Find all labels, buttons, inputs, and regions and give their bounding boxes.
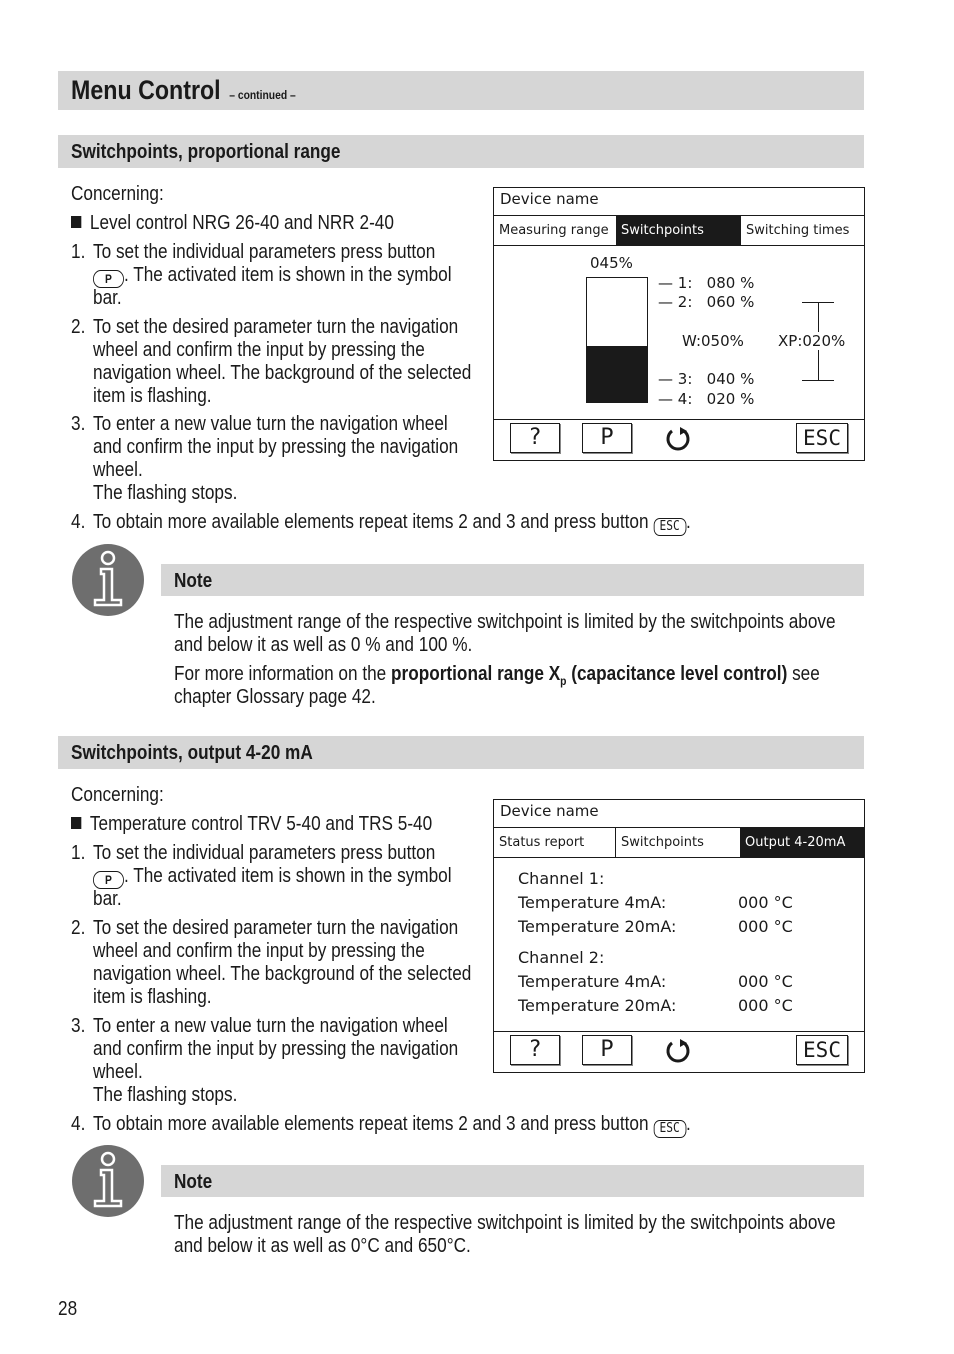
device-screen-output <box>493 799 865 1073</box>
w-value: W:050% <box>682 332 744 350</box>
info-icon <box>72 544 144 616</box>
step-text: wheel and confirm the input by pressing the <box>93 339 425 361</box>
bullet-square-icon <box>71 817 81 829</box>
ch2-temp-4ma-value: 000 °C <box>738 972 793 991</box>
step-text: bar. <box>93 287 122 309</box>
ch2-temp-4ma-label: Temperature 4mA: <box>518 972 667 991</box>
concerning-label: Concerning: <box>71 183 164 205</box>
range-tick-bottom <box>802 380 834 381</box>
channel-2-label: Channel 2: <box>518 948 605 967</box>
step-text: To set the individual parameters press button <box>93 241 436 263</box>
note-header <box>161 564 864 596</box>
note-text: The adjustment range of the respective switchpoint is limited by the switchpoints above <box>174 1212 836 1234</box>
p-button-icon: P <box>93 270 124 288</box>
tab-switchpoints[interactable]: Switchpoints <box>621 835 704 850</box>
device-name: Device name <box>500 802 599 820</box>
level-bar <box>586 277 648 403</box>
bullet-square-icon <box>71 216 81 228</box>
info-icon <box>72 1145 144 1217</box>
switchpoint-4: — 4: 020 % <box>658 390 755 408</box>
ch1-temp-20ma-value: 000 °C <box>738 917 793 936</box>
step-text: item is flashing. <box>93 385 212 407</box>
level-bar-fill <box>587 346 647 402</box>
ch2-temp-20ma-label: Temperature 20mA: <box>518 996 677 1015</box>
step-text: To enter a new value turn the navigation wheel <box>93 413 448 435</box>
step-text: P . The activated item is shown in the symbol <box>93 865 510 889</box>
chapter-header <box>58 71 864 110</box>
step-text: To obtain more available elements repeat items 2 and 3 and press button ESC . <box>93 1113 691 1136</box>
level-readout: 045% <box>590 254 633 272</box>
section-title: Switchpoints, output 4-20 mA <box>71 742 313 764</box>
esc-button-icon: ESC <box>653 1120 686 1138</box>
chapter-title-text: Menu Control <box>71 75 221 105</box>
p-button-icon: P <box>93 871 124 889</box>
section-header-output <box>58 736 864 769</box>
step-text: and confirm the input by pressing the navigation <box>93 1038 459 1060</box>
step-number: 1. <box>71 842 86 864</box>
xp-value: XP:020% <box>778 332 846 350</box>
ch1-temp-4ma-label: Temperature 4mA: <box>518 893 667 912</box>
step-text: To set the individual parameters press button <box>93 842 436 864</box>
step-text: To obtain more available elements repeat items 2 and 3 and press button ESC . <box>93 511 691 534</box>
step-text: wheel. <box>93 1061 143 1083</box>
step-text: and confirm the input by pressing the navigation <box>93 436 459 458</box>
step-text: To enter a new value turn the navigation wheel <box>93 1015 448 1037</box>
esc-button-icon: ESC <box>653 518 686 536</box>
section-header-proportional <box>58 135 864 168</box>
switchpoint-2: — 2: 060 % <box>658 293 755 311</box>
screen-tab-bar <box>494 827 864 858</box>
step-number: 4. <box>71 511 86 533</box>
channel-1-label: Channel 1: <box>518 869 605 888</box>
esc-key[interactable]: ESC <box>796 1035 848 1065</box>
page-number: 28 <box>58 1298 78 1320</box>
tab-status-report[interactable]: Status report <box>494 828 616 857</box>
step-text: The flashing stops. <box>93 482 238 504</box>
note-text: chapter Glossary page 42. <box>174 686 376 708</box>
step-text: The flashing stops. <box>93 1084 238 1106</box>
ch1-temp-20ma-label: Temperature 20mA: <box>518 917 677 936</box>
step-number: 1. <box>71 241 86 263</box>
tab-switching-times[interactable]: Switching times <box>740 216 864 245</box>
param-key[interactable]: P <box>582 1035 632 1065</box>
tab-output-4-20ma[interactable]: Output 4-20mA <box>740 828 864 857</box>
chapter-title <box>71 75 332 106</box>
softkey-bar <box>494 419 864 460</box>
step-text: navigation wheel. The background of the selected <box>93 362 472 384</box>
refresh-icon[interactable] <box>664 1037 692 1065</box>
softkey-bar <box>494 1031 864 1072</box>
step-number: 4. <box>71 1113 86 1135</box>
bullet-item: Level control NRG 26-40 and NRR 2-40 <box>71 212 447 235</box>
device-name: Device name <box>500 190 599 208</box>
chapter-subtitle: – continued – <box>229 88 296 102</box>
help-key[interactable]: ? <box>510 423 560 453</box>
ch2-temp-20ma-value: 000 °C <box>738 996 793 1015</box>
tab-measuring-range[interactable]: Measuring range <box>499 223 609 238</box>
step-text: P . The activated item is shown in the symbol <box>93 264 510 288</box>
param-key[interactable]: P <box>582 423 632 453</box>
note-header <box>161 1165 864 1197</box>
step-text: wheel. <box>93 459 143 481</box>
step-number: 2. <box>71 316 86 338</box>
help-key[interactable]: ? <box>510 1035 560 1065</box>
esc-key[interactable]: ESC <box>796 423 848 453</box>
note-text: and below it as well as 0°C and 650°C. <box>174 1235 471 1257</box>
tab-switchpoints[interactable]: Switchpoints <box>616 216 740 245</box>
bullet-item: Temperature control TRV 5-40 and TRS 5-40 <box>71 813 491 836</box>
step-text: item is flashing. <box>93 986 212 1008</box>
step-text: wheel and confirm the input by pressing the <box>93 940 425 962</box>
concerning-label: Concerning: <box>71 784 164 806</box>
step-text: To set the desired parameter turn the navigation <box>93 917 459 939</box>
step-number: 2. <box>71 917 86 939</box>
note-title: Note <box>174 1171 213 1193</box>
step-text: navigation wheel. The background of the selected <box>93 963 472 985</box>
note-text: The adjustment range of the respective switchpoint is limited by the switchpoints above <box>174 611 836 633</box>
refresh-icon[interactable] <box>664 425 692 453</box>
note-title: Note <box>174 570 213 592</box>
note-text: For more information on the proportional range $X_p$ (capacitance level control) see <box>174 663 820 688</box>
note-text: and below it as well as 0 % and 100 %. <box>174 634 473 656</box>
switchpoint-1: — 1: 080 % <box>658 274 755 292</box>
device-screen-switchpoints <box>493 187 865 461</box>
step-text: To set the desired parameter turn the navigation <box>93 316 459 338</box>
section-title: Switchpoints, proportional range <box>71 141 341 163</box>
step-number: 3. <box>71 413 86 435</box>
step-text: bar. <box>93 888 122 910</box>
step-number: 3. <box>71 1015 86 1037</box>
switchpoint-3: — 3: 040 % <box>658 370 755 388</box>
screen-tab-bar <box>494 215 864 246</box>
ch1-temp-4ma-value: 000 °C <box>738 893 793 912</box>
